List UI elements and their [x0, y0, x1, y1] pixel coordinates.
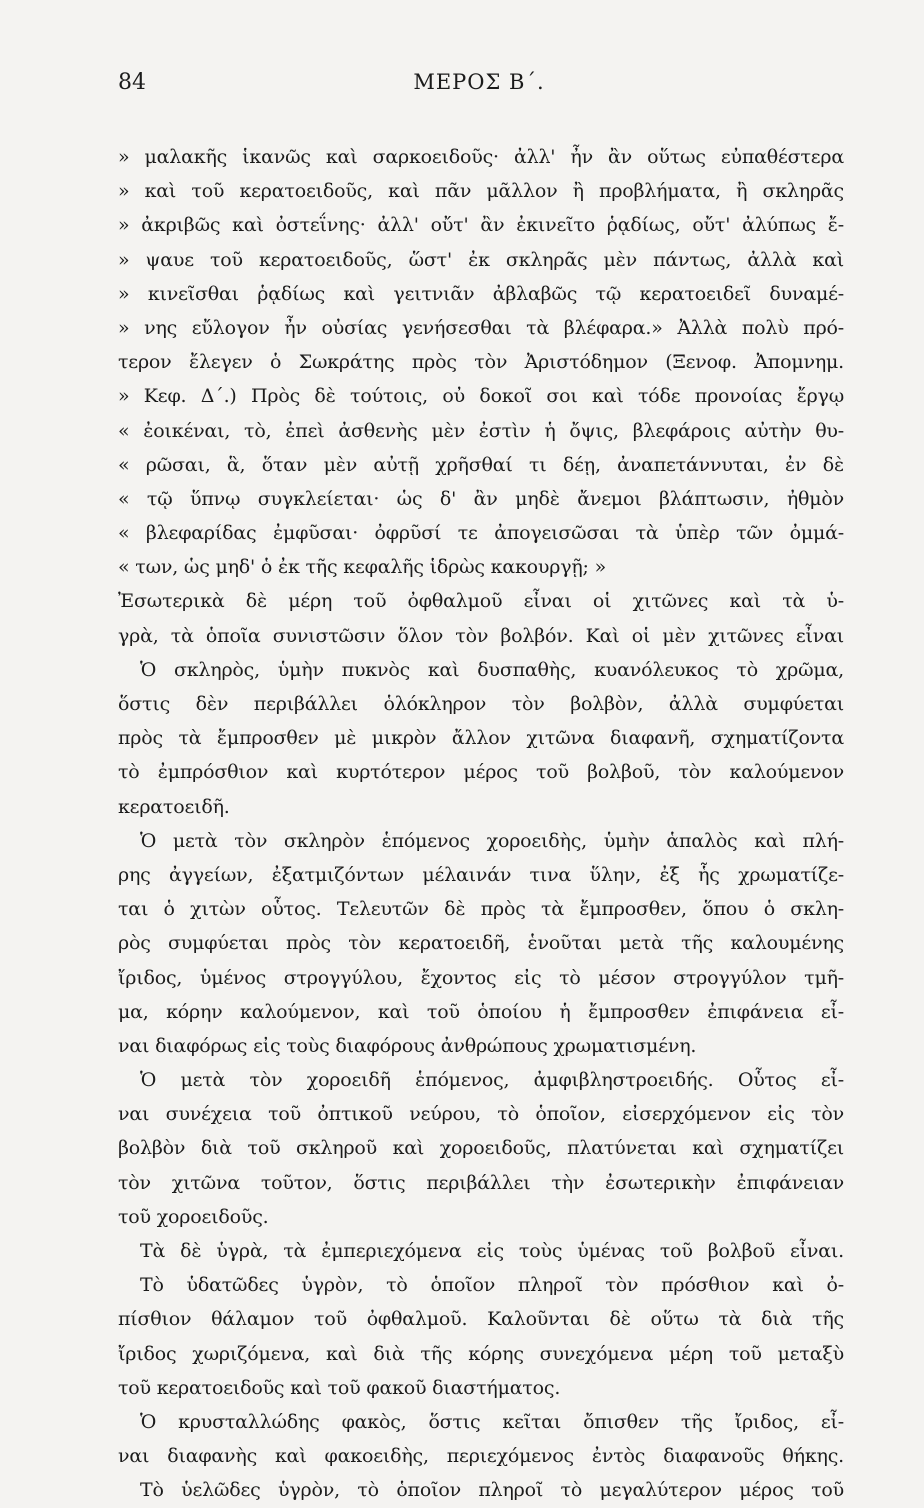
text-line: κερατοειδῆ. [118, 795, 230, 818]
text-line: τοῦ κερατοειδοῦς καὶ τοῦ φακοῦ διαστήματος. [118, 1376, 561, 1399]
text-line: τοῦ χοροειδοῦς. [118, 1205, 269, 1228]
text-line: ἴριδος, ὑμένος στρογγύλου, ἔχοντος εἰς τὸ μέσον στρογγύλον τμῆ- [118, 966, 844, 989]
text-body [118, 140, 844, 1508]
text-line: Ὁ μετὰ τὸν σκληρὸν ἑπόμενος χοροειδὴς, ὑμὴν ἁπαλὸς καὶ πλή- [140, 829, 844, 852]
text-line: τὸ ἐμπρόσθιον καὶ κυρτότερον μέρος τοῦ βολβοῦ, τὸν καλούμενον [118, 761, 844, 784]
text-line: βολβὸν διὰ τοῦ σκληροῦ καὶ χοροειδοῦς, πλατύνεται καὶ σχηματίζει [118, 1137, 844, 1160]
text-line: Τὰ δὲ ὑγρὰ, τὰ ἐμπεριεχόμενα εἰς τοὺς ὑμένας τοῦ βολβοῦ εἶναι. [140, 1240, 844, 1262]
text-line: ἴριδος χωριζόμενα, καὶ διὰ τῆς κόρης συνεχόμενα μέρη τοῦ μεταξὺ [118, 1342, 844, 1365]
text-line: Ἐσωτερικὰ δὲ μέρη τοῦ ὀφθαλμοῦ εἶναι οἱ χιτῶνες καὶ τὰ ὑ- [118, 590, 844, 613]
text-line: » καὶ τοῦ κερατοειδοῦς, καὶ πᾶν μᾶλλον ἢ προβλήματα, ἢ σκληρᾶς [118, 180, 844, 203]
text-line: πίσθιον θάλαμον τοῦ ὀφθαλμοῦ. Καλοῦνται δὲ οὕτω τὰ διὰ τῆς [118, 1308, 844, 1331]
text-line: « ἐοικέναι, τὸ, ἐπεὶ ἀσθενὴς μὲν ἐστὶν ἡ ὄψις, βλεφάροις αὐτὴν θυ- [118, 419, 844, 442]
page-number: 84 [118, 70, 146, 95]
text-line: » μαλακῆς ἱκανῶς καὶ σαρκοειδοῦς· ἀλλ' ἦν ἂν οὕτως εὐπαθέστερα [118, 146, 844, 168]
text-line: » ψαυε τοῦ κερατοειδοῦς, ὥστ' ἐκ σκληρᾶς μὲν πάντως, ἀλλὰ καὶ [118, 248, 844, 271]
text-line: μα, κόρην καλούμενον, καὶ τοῦ ὁποίου ἡ ἔμπροσθεν ἐπιφάνεια εἶ- [118, 1000, 844, 1023]
text-line: « τῷ ὕπνῳ συγκλείεται· ὡς δ' ἂν μηδὲ ἄνεμοι βλάπτωσιν, ἠθμὸν [118, 487, 844, 510]
page-header [118, 70, 840, 106]
text-line: » ἀκριβῶς καὶ ὀστεΐνης· ἀλλ' οὔτ' ἂν ἐκινεῖτο ῥᾳδίως, οὔτ' ἀλύπως ἔ- [118, 214, 844, 237]
text-line: τὸν χιτῶνα τοῦτον, ὅστις περιβάλλει τὴν ἐσωτερικὴν ἐπιφάνειαν [118, 1171, 844, 1194]
text-line: Ὁ κρυσταλλώδης φακὸς, ὅστις κεῖται ὄπισθεν τῆς ἴριδος, εἶ- [140, 1410, 844, 1433]
text-line: ρης ἀγγείων, ἐξατμιζόντων μέλαινάν τινα ὕλην, ἐξ ἧς χρωματίζε- [118, 863, 844, 886]
text-line: » νης εὔλογον ἦν οὐσίας γενήσεσθαι τὰ βλέφαρα.» Ἀλλὰ πολὺ πρό- [118, 316, 844, 339]
text-line: ναι διαφανὴς καὶ φακοειδὴς, περιεχόμενος ἐντὸς διαφανοῦς θήκης. [118, 1445, 844, 1468]
text-line: ναι διαφόρως εἰς τοὺς διαφόρους ἀνθρώπους χρωματισμένη. [118, 1034, 697, 1057]
running-head: ΜΕΡΟΣ Β΄. [413, 70, 545, 94]
text-line: ναι συνέχεια τοῦ ὀπτικοῦ νεύρου, τὸ ὁποῖον, εἰσερχόμενον εἰς τὸν [118, 1103, 844, 1126]
text-line: » Κεφ. Δ΄.) Πρὸς δὲ τούτοις, οὐ δοκοῖ σοι καὶ τόδε προνοίας ἔργῳ [118, 385, 844, 408]
text-line: Τὸ ὑδατῶδες ὑγρὸν, τὸ ὁποῖον πληροῖ τὸν πρόσθιον καὶ ὀ- [140, 1274, 844, 1297]
text-line: ται ὁ χιτὼν οὗτος. Τελευτῶν δὲ πρὸς τὰ ἔμπροσθεν, ὅπου ὁ σκλη- [118, 898, 844, 921]
text-line: » κινεῖσθαι ῥᾳδίως καὶ γειτνιᾶν ἀβλαβῶς τῷ κερατοειδεῖ δυναμέ- [118, 282, 844, 305]
text-line: Ὁ σκληρὸς, ὑμὴν πυκνὸς καὶ δυσπαθὴς, κυανόλευκος τὸ χρῶμα, [140, 658, 844, 681]
text-line: Τὸ ὑελῶδες ὑγρὸν, τὸ ὁποῖον πληροῖ τὸ μεγαλύτερον μέρος τοῦ [140, 1479, 844, 1502]
text-line: « ρῶσαι, ἃ, ὅταν μὲν αὐτῇ χρῆσθαί τι δέῃ, ἀναπετάννυται, ἐν δὲ [118, 453, 844, 476]
text-line: Ὁ μετὰ τὸν χοροειδῆ ἑπόμενος, ἀμφιβληστροειδής. Οὗτος εἶ- [140, 1069, 844, 1092]
text-line: ρὸς συμφύεται πρὸς τὸν κερατοειδῆ, ἑνοῦται μετὰ τῆς καλουμένης [118, 932, 844, 955]
text-line: πρὸς τὰ ἔμπροσθεν μὲ μικρὸν ἄλλον χιτῶνα διαφανῆ, σχηματίζοντα [118, 727, 844, 750]
text-line: γρὰ, τὰ ὁποῖα συνιστῶσιν ὅλον τὸν βολβόν. Καὶ οἱ μὲν χιτῶνες εἶναι [118, 624, 844, 647]
text-line: « των, ὡς μηδ' ὁ ἐκ τῆς κεφαλῆς ἱδρὼς κακουργῇ; » [118, 556, 607, 579]
text-line: ὅστις δὲν περιβάλλει ὁλόκληρον τὸν βολβὸν, ἀλλὰ συμφύεται [118, 693, 844, 715]
text-line: « βλεφαρίδας ἐμφῦσαι· ὀφρῦσί τε ἀπογεισῶσαι τὰ ὑπὲρ τῶν ὀμμά- [118, 522, 844, 545]
text-line: τερον ἔλεγεν ὁ Σωκράτης πρὸς τὸν Ἀριστόδημον (Ξενοφ. Ἀπομνημ. [118, 351, 844, 374]
